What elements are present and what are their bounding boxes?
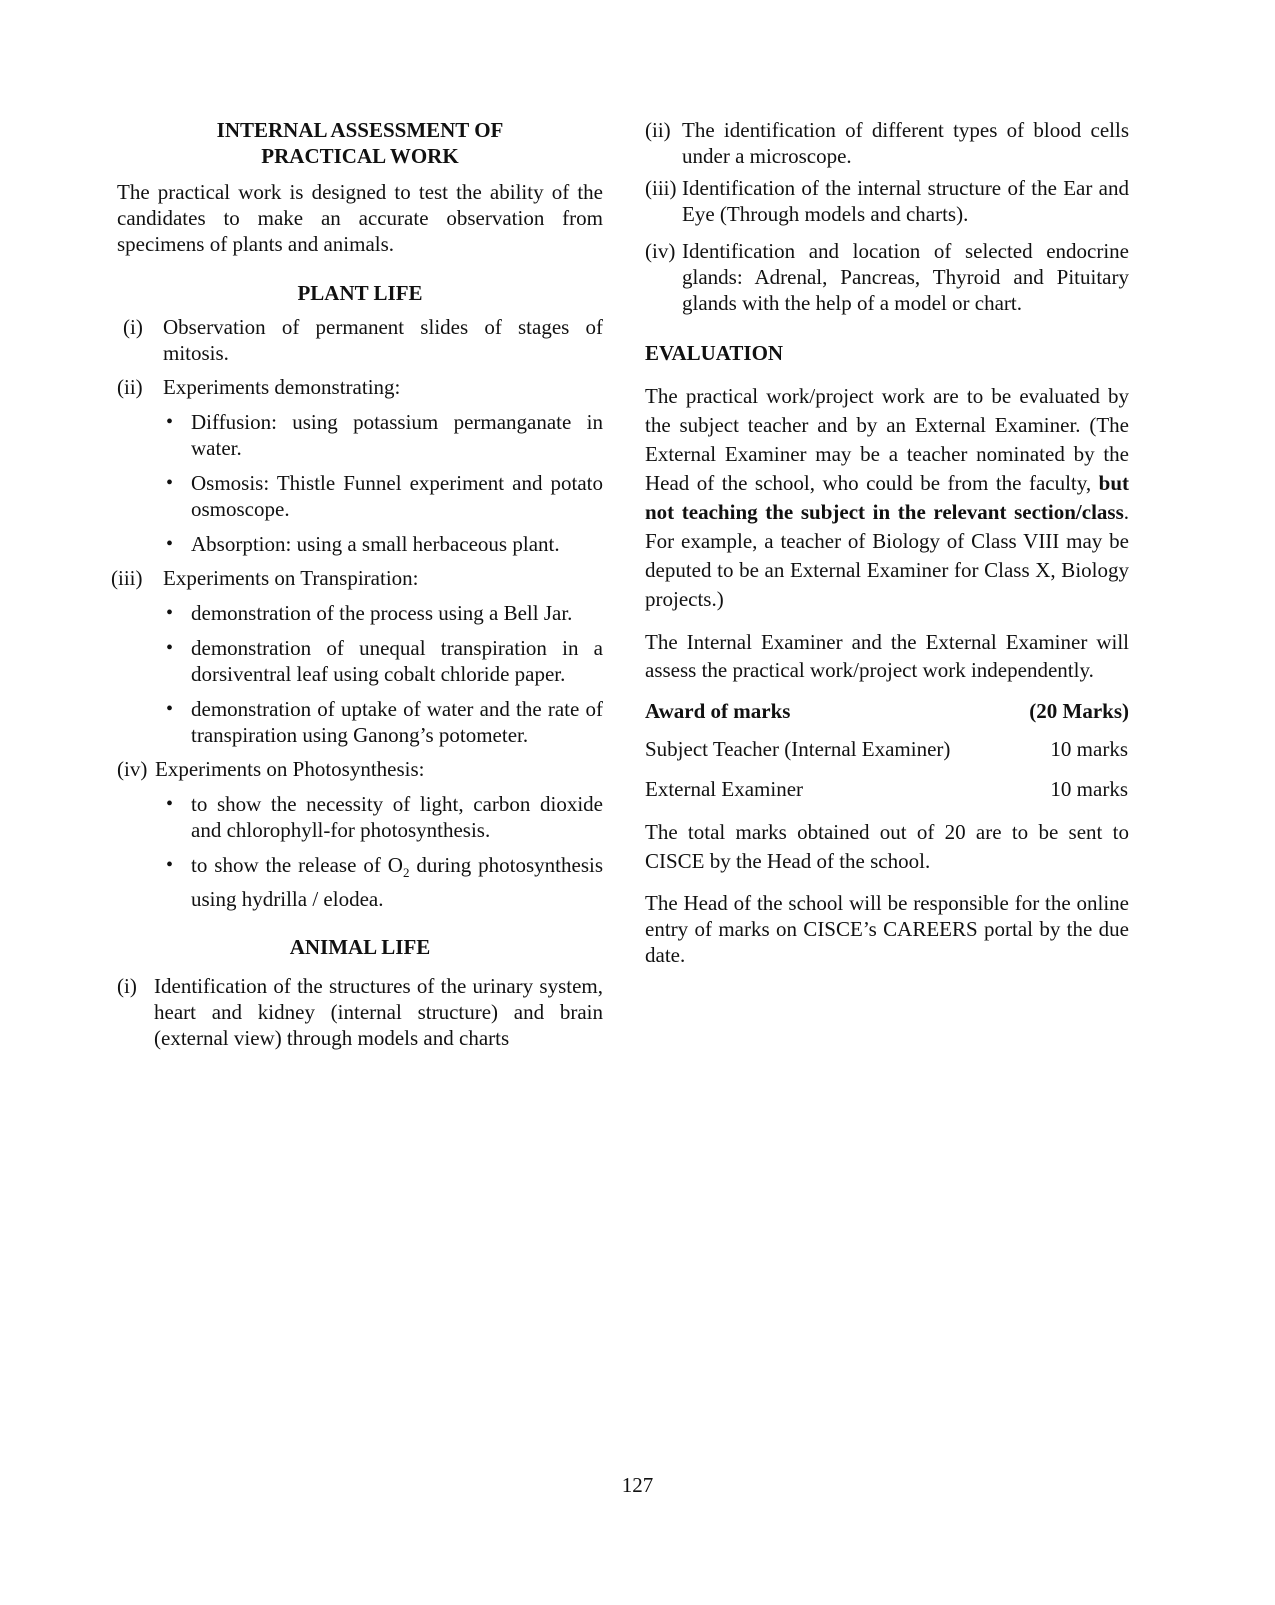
list-item-animal-i	[117, 973, 603, 1051]
item-number: (i)	[123, 315, 143, 339]
animal-life-heading: ANIMAL LIFE	[289, 935, 431, 960]
evaluation-paragraph-3: The total marks obtained out of 20 are to be sent to CISCE by the Head of the school.	[645, 820, 1129, 873]
bullet-icon: •	[166, 698, 174, 720]
evaluation-paragraph-1	[645, 382, 1129, 614]
item-number: (iv)	[645, 239, 676, 263]
plant-life-heading: PLANT LIFE	[297, 281, 423, 305]
award-label: Award of marks	[645, 699, 791, 723]
item-text: Identification of the internal structure of the Ear and Eye (Through models and charts).	[682, 176, 1129, 226]
bullet-item	[117, 852, 603, 912]
bold-text: but not teaching the subject in the relevant section/class	[645, 471, 1129, 524]
bullet-text-part: during photosynthesis using hydrilla / elodea.	[191, 853, 603, 912]
item-number: (ii)	[645, 118, 671, 142]
paragraph-text: The practical work/project work are to be evaluated by the subject teacher and by an External Examiner. (The External Examiner may be a teacher nominated by the Head of the school, who could be from the faculty,	[645, 384, 1129, 495]
evaluation-heading: EVALUATION	[645, 341, 784, 365]
item-number: (i)	[117, 974, 137, 999]
marks-label: Subject Teacher (Internal Examiner)	[645, 737, 951, 761]
marks-value: 10 marks	[1050, 737, 1128, 761]
item-text: Observation of permanent slides of stages of mitosis.	[163, 315, 603, 365]
item-text: The identification of different types of blood cells under a microscope.	[682, 118, 1129, 168]
list-item-plant-iii	[111, 565, 603, 591]
intro-paragraph: The practical work is designed to test the ability of the candidates to make an accurate observation from specimens of plants and animals.	[117, 180, 603, 256]
list-item-animal-iii	[645, 175, 1129, 227]
bullet-text: demonstration of the process using a Bell Jar.	[191, 601, 573, 625]
bullet-item	[117, 409, 603, 461]
bullet-text: Osmosis: Thistle Funnel experiment and potato osmoscope.	[191, 471, 603, 521]
bullet-icon: •	[166, 854, 174, 876]
bullet-icon: •	[166, 472, 174, 494]
bullet-icon: •	[166, 602, 174, 624]
bullet-item	[117, 696, 603, 748]
award-of-marks-row	[645, 698, 1129, 724]
item-text: Identification and location of selected endocrine glands: Adrenal, Pancreas, Thyroid and Pituitary glands with the help of a model or chart.	[682, 239, 1129, 315]
item-number: (ii)	[117, 375, 143, 399]
item-text: Experiments on Transpiration:	[163, 566, 419, 590]
item-number: (iii)	[645, 176, 677, 200]
award-total: (20 Marks)	[1029, 699, 1129, 723]
bullet-text-part: to show the release of O	[191, 853, 403, 877]
section-title	[117, 117, 603, 169]
marks-row-internal	[645, 736, 1129, 762]
bullet-item	[117, 531, 603, 557]
list-item-plant-i	[117, 314, 603, 366]
title-line-1: INTERNAL ASSESSMENT OF	[216, 118, 504, 142]
item-number: (iii)	[111, 566, 143, 590]
paragraph-text: . For example, a teacher of Biology of Class VIII may be deputed to be an External Examiner for Class X, Biology projects.)	[645, 500, 1129, 611]
list-item-animal-ii	[645, 117, 1129, 169]
bullet-icon: •	[166, 533, 174, 555]
list-item-animal-iv	[645, 238, 1129, 316]
bullet-icon: •	[166, 637, 174, 659]
right-column	[645, 117, 1129, 968]
bullet-text: Diffusion: using potassium permanganate in water.	[191, 410, 603, 460]
bullet-item	[117, 791, 603, 843]
bullet-icon: •	[166, 793, 174, 815]
list-item-plant-iv	[117, 756, 603, 782]
item-text: Experiments demonstrating:	[163, 375, 401, 399]
subscript: 2	[402, 865, 410, 881]
item-number: (iv)	[117, 757, 148, 781]
bullet-item	[117, 470, 603, 522]
bullet-icon: •	[166, 411, 174, 433]
bullet-text: to show the necessity of light, carbon dioxide and chlorophyll-for photosynthesis.	[191, 792, 603, 842]
bullet-text: Absorption: using a small herbaceous plant.	[191, 532, 560, 556]
title-line-2: PRACTICAL WORK	[261, 144, 459, 168]
marks-row-external	[645, 776, 1129, 802]
item-text: Experiments on Photosynthesis:	[155, 757, 425, 781]
item-text: Identification of the structures of the urinary system, heart and kidney (internal structure) and brain (external view) through models and charts	[154, 974, 603, 1051]
bullet-item	[117, 600, 603, 626]
bullet-text: demonstration of unequal transpiration in a dorsiventral leaf using cobalt chloride paper.	[191, 636, 603, 686]
marks-value: 10 marks	[1050, 777, 1128, 801]
evaluation-paragraph-2: The Internal Examiner and the External Examiner will assess the practical work/project work independently.	[645, 630, 1129, 682]
bullet-text: demonstration of uptake of water and the rate of transpiration using Ganong’s potometer.	[191, 697, 603, 747]
marks-label: External Examiner	[645, 777, 804, 801]
evaluation-paragraph-4: The Head of the school will be responsible for the online entry of marks on CISCE’s CAREERS portal by the due date.	[645, 891, 1129, 967]
bullet-item	[117, 635, 603, 687]
bullet-text	[191, 853, 603, 911]
page-number: 127	[621, 1473, 654, 1497]
left-column	[111, 117, 603, 1051]
list-item-plant-ii	[117, 374, 603, 400]
